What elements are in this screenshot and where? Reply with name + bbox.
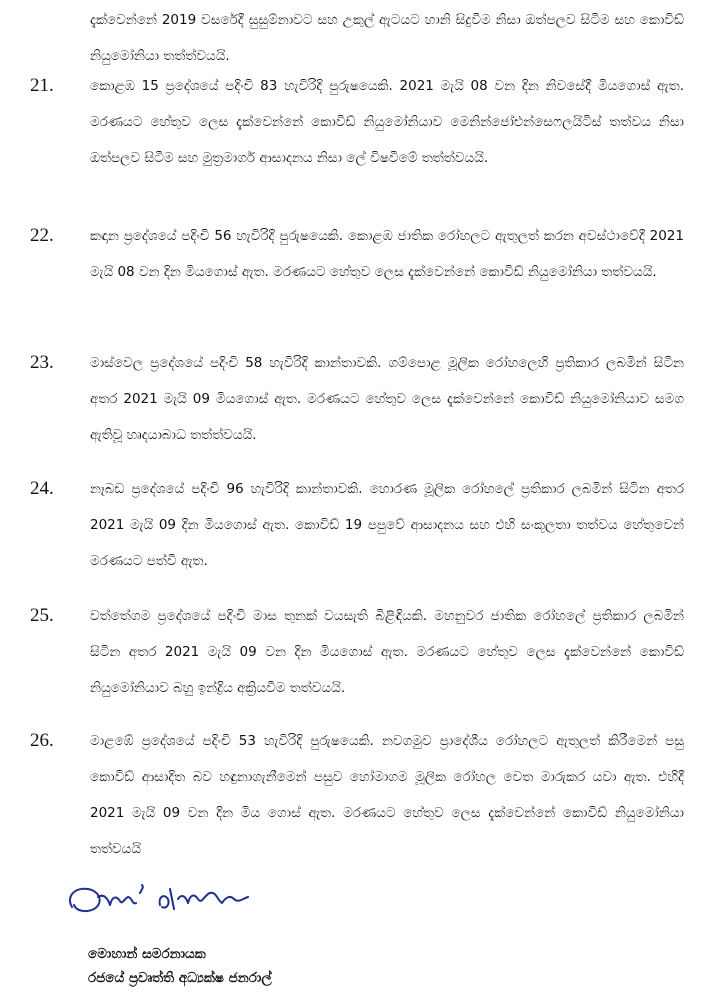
handwritten-signature — [58, 875, 298, 925]
item-number-26: 26. — [30, 730, 54, 751]
item-text-24: නෑබඩ ප්‍රදේශයේ පදිංචි 96 හැවිරිදි කාන්තාවකි. හොරණ මූලික රෝහලේ ප්‍රතිකාර ලබමින් සිටින අතර 2021 මැයි 09 දින මියගොස් ඇත. කොවිඩ් 19 පපුවේ ආසාදනය සහ එහි සංකූලතා තත්වය හේතුවෙන් මරණයට පත්වී ඇත. — [90, 481, 684, 569]
signatory-name: මොහාන් සමරනායක — [88, 946, 206, 962]
item-number-24: 24. — [30, 478, 54, 499]
item-number-22: 22. — [30, 225, 54, 246]
item-text-22: කඳාන ප්‍රදේශයේ පදිංචි 56 හැවිරිදි පුරුෂයෙකි. කොළඹ ජාතික රෝහලට ඇතුලත් කරන අවස්ථාවේදී 2021 මැයි 08 වන දින මියගොස් ඇත. මරණයට හේතුව ලෙස දැක්වෙන්නේ කොවිඩ් නියුමෝනියා තත්වයයි. — [90, 228, 684, 280]
intro-paragraph: දැක්වෙන්නේ 2019 වසරේදී සුසුම්නාවට සහ උකුල් ඇටයට හානි සිදුවීම නිසා ඔත්පලව සිටීම සහ කොවිඩ් නියුමෝනියා තත්ත්වයයි. — [90, 12, 684, 64]
item-number-23: 23. — [30, 352, 54, 373]
signatory-title: රජයේ ප්‍රවෘත්ති අධ්‍යක්ෂ ජනරාල් — [88, 970, 272, 986]
item-text-26: මාළඹේ ප්‍රදේශයේ පදිංචි 53 හැවිරිදි පුරුෂයෙකි. නවගමුව ප්‍රාදේශීය රෝහලට ඇතුලත් කිරීමෙන් පසු කොවිඩ් ආසාදිත බව හඳුනාගැනීමෙන් පසුව හෝමාගම මූලික රෝහල වෙත මාරුකර යවා ඇත. එහිදී 2021 මැයි 09 වන දින මිය ගොස් ඇත. මරණයට හේතුව ලෙස දැක්වෙන්නේ කොවිඩ් නියුමෝනියා තත්වයයි — [90, 733, 684, 857]
item-text-25: වත්තේගම ප්‍රදේශයේ පදිංචි මාස තුනක් වයසැති බිළිඳියකි. මහනුවර ජාතික රෝහලේ ප්‍රතිකාර ලබමින් සිටින අතර 2021 මැයි 09 වන දින මියගොස් ඇත. මරණයට හේතුව ලෙස දැක්වෙන්නේ කොවිඩ් නියුමෝනියාව බහු ඉන්ද්‍රිය අක්‍රියවීම තත්වයයි. — [90, 608, 684, 696]
item-number-25: 25. — [30, 605, 54, 626]
item-text-21: කොළඹ 15 ප්‍රදේශයේ පදිංචි 83 හැවිරිදි පුරුෂයෙකි. 2021 මැයි 08 වන දින නිවසේදී මියගොස් ඇත. මරණයට හේතුව ලෙස දැක්වෙන්නේ කොවිඩ් නියුමෝනියාව මෙනින්ජෝඑන්සෙෆලයිටිස් තත්වය නිසා ඔත්පලව සිටීම සහ මුත්‍රමාර්ග ආසාදනය නිසා ලේ විෂවීමේ තත්ත්වයයි. — [90, 78, 684, 166]
item-text-23: මාස්වෙල ප්‍රදේශයේ පදිංචි 58 හැවිරිදි කාන්තාවකි. ගම්පොළ මූලික රෝහලෙහි ප්‍රතිකාර ලබමින් සිටින අතර 2021 මැයි 09 මියගොස් ඇත. මරණයට හේතුව ලෙස දැක්වෙන්නේ කොවිඩ් නියුමෝනියාව සමග ඇතිවූ හෘදයාබාධ තත්ත්වයයි. — [90, 355, 684, 443]
item-number-21: 21. — [30, 75, 54, 96]
